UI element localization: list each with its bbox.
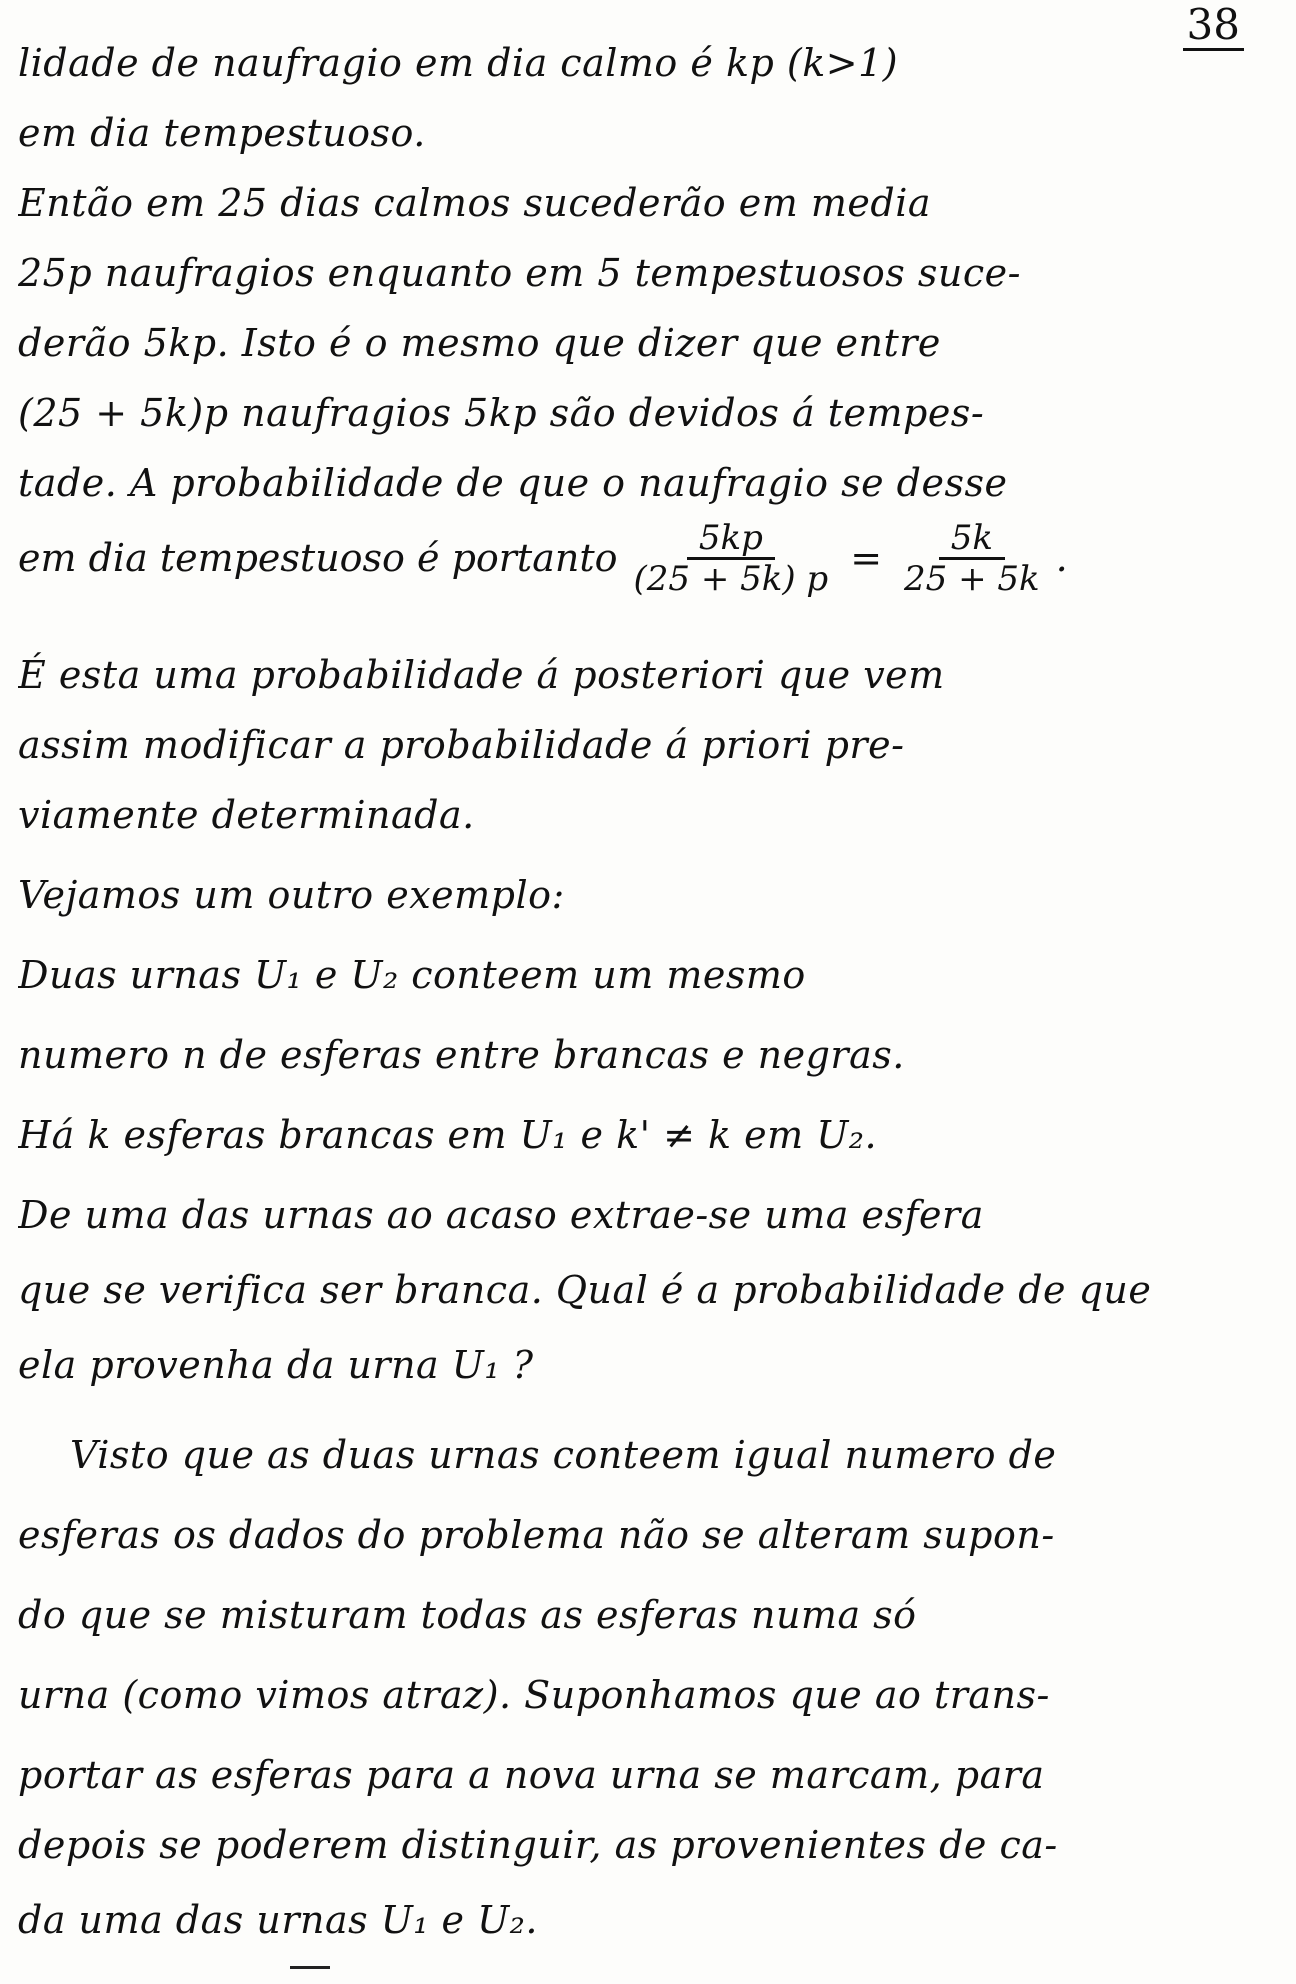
- text-line-22: portar as esferas para a nova urna se marcam, para: [18, 1753, 1045, 1797]
- fraction-2: [898, 519, 1046, 598]
- text-line-23: depois se poderem distinguir, as provenientes de ca-: [18, 1823, 1058, 1867]
- text-line-13: numero n de esferas entre brancas e negras.: [18, 1033, 905, 1077]
- fraction-1-numerator: 5kp: [687, 519, 775, 560]
- fraction-tail: .: [1055, 536, 1068, 580]
- text-line-9: assim modificar a probabilidade á priori pre-: [18, 723, 905, 767]
- text-line-24: da uma das urnas U₁ e U₂.: [18, 1898, 538, 1942]
- equals-sign: =: [850, 536, 883, 580]
- text-line-21: urna (como vimos atraz). Suponhamos que ao trans-: [18, 1673, 1050, 1717]
- text-line-3: Então em 25 dias calmos sucederão em media: [18, 181, 932, 225]
- text-line-15: De uma das urnas ao acaso extrae-se uma esfera: [18, 1193, 984, 1237]
- fraction-2-denominator: 25 + 5k: [904, 558, 1040, 599]
- text-line-11: Vejamos um outro exemplo:: [18, 873, 565, 917]
- text-line-18: Visto que as duas urnas conteem igual numero de: [70, 1433, 1057, 1477]
- fraction-1: [627, 519, 834, 598]
- text-line-16: que se verifica ser branca. Qual é a probabilidade de que: [18, 1268, 1152, 1312]
- fraction-lead-text: em dia tempestuoso é portanto: [18, 536, 618, 580]
- text-line-19: esferas os dados do problema não se alteram supon-: [18, 1513, 1055, 1557]
- text-line-6: (25 + 5k)p naufragios 5kp são devidos á tempes-: [18, 391, 985, 435]
- text-line-4: 25p naufragios enquanto em 5 tempestuosos suce-: [18, 251, 1021, 295]
- text-line-20: do que se misturam todas as esferas numa só: [18, 1593, 917, 1637]
- text-line-5: derão 5kp. Isto é o mesmo que dizer que entre: [18, 321, 941, 365]
- text-line-2: em dia tempestuoso.: [18, 111, 426, 155]
- page-number: 38: [1183, 4, 1244, 51]
- text-line-1: lidade de naufragio em dia calmo é kp (k>1): [18, 41, 899, 85]
- fraction-1-denominator: (25 + 5k) p: [633, 558, 829, 599]
- text-line-12: Duas urnas U₁ e U₂ conteem um mesmo: [18, 953, 806, 997]
- text-line-17: ela provenha da urna U₁ ?: [18, 1343, 534, 1387]
- fraction-2-numerator: 5k: [939, 519, 1005, 560]
- pen-mark: [290, 1966, 330, 1969]
- fraction-line: [18, 517, 1278, 599]
- text-line-14: Há k esferas brancas em U₁ e k' ≠ k em U₂.: [18, 1113, 878, 1157]
- text-line-10: viamente determinada.: [18, 793, 475, 837]
- text-line-7: tade. A probabilidade de que o naufragio se desse: [18, 461, 1008, 505]
- text-line-8: É esta uma probabilidade á posteriori que vem: [18, 653, 945, 697]
